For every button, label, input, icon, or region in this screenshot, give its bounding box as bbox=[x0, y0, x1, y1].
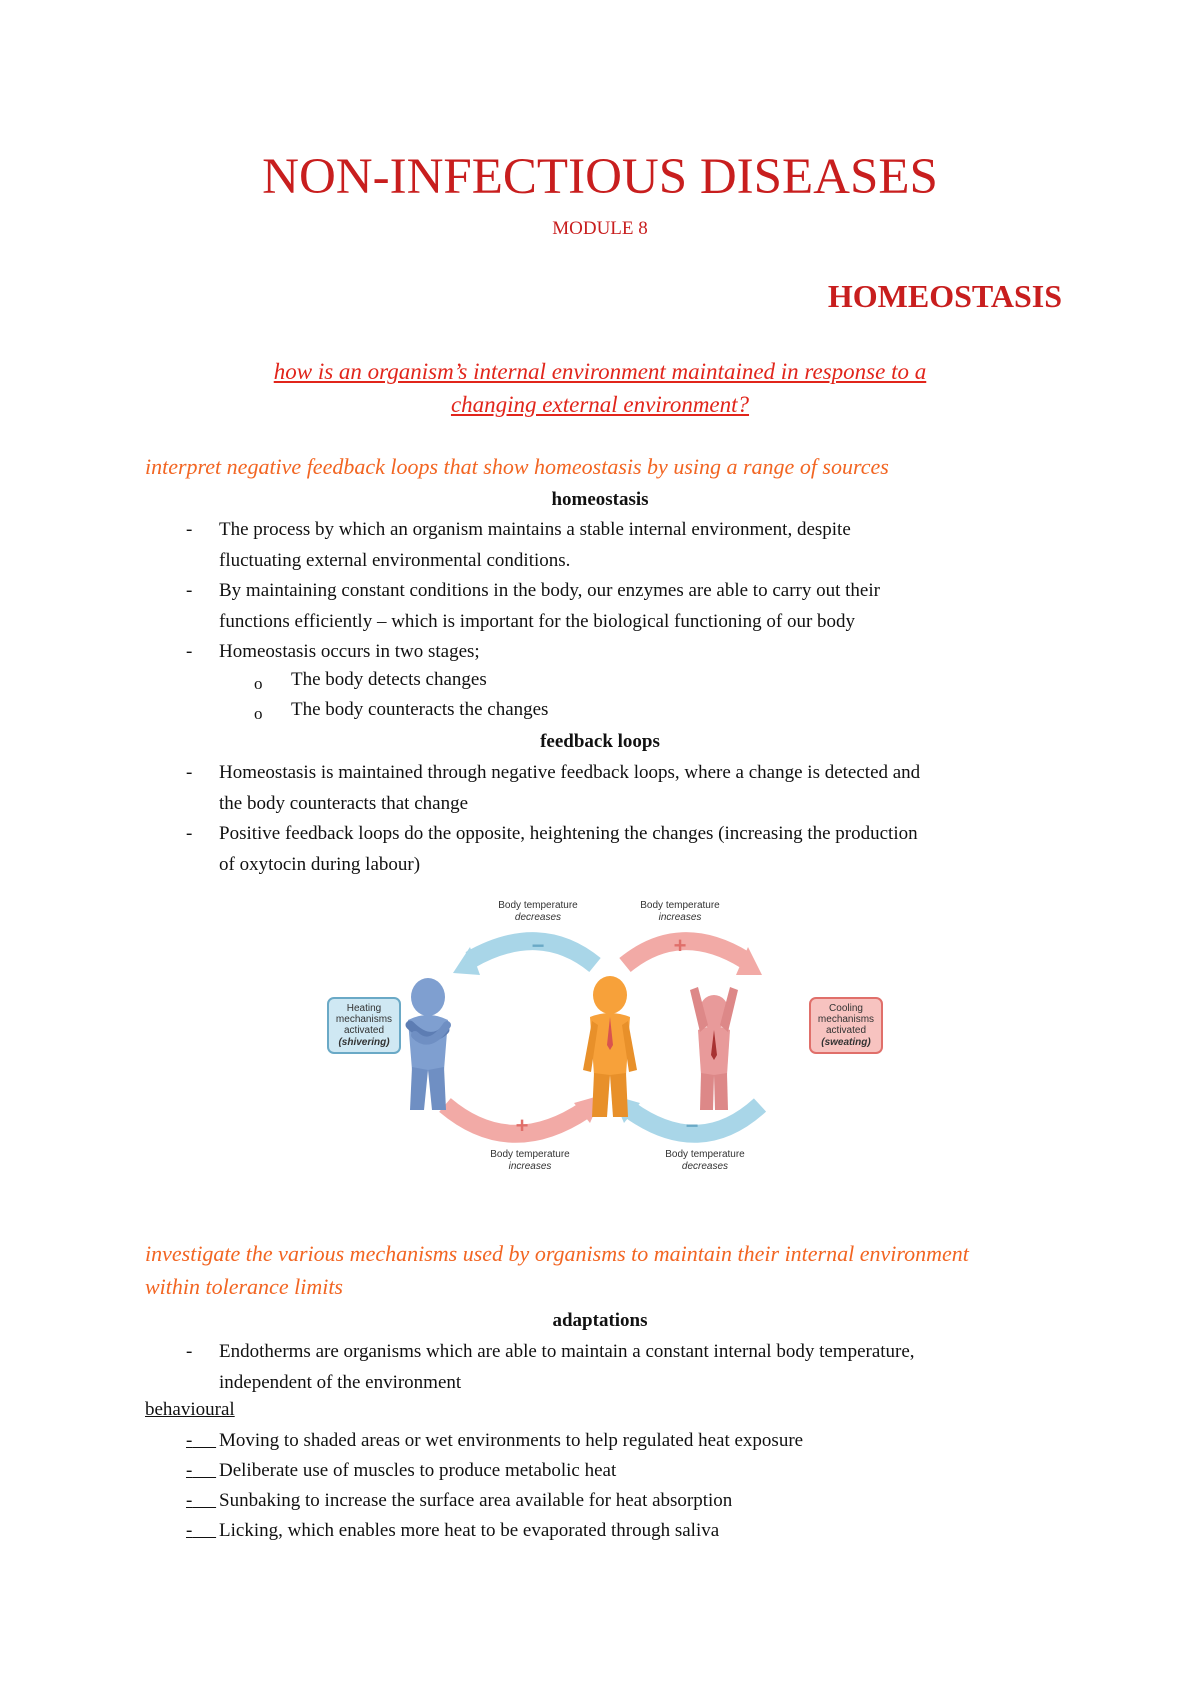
svg-text:mechanisms: mechanisms bbox=[335, 1014, 393, 1025]
svg-text:activated: activated bbox=[343, 1025, 385, 1036]
module-label: MODULE 8 bbox=[552, 218, 648, 239]
inquiry-question-line2: changing external environment? bbox=[450, 392, 750, 417]
neutral-figure bbox=[583, 976, 637, 1117]
list-item: Positive feedback loops do the opposite, heightening the changes (increasing the production of oxytocin during labour) bbox=[219, 823, 918, 875]
svg-text:mechanisms: mechanisms bbox=[817, 1014, 875, 1025]
inquiry-question-line1: how is an organism’s internal environment maintained in response to a bbox=[273, 359, 927, 384]
plus-sign: + bbox=[515, 1113, 529, 1138]
label-top-left: Body temperature bbox=[498, 900, 578, 911]
svg-text:Heating: Heating bbox=[346, 1003, 382, 1014]
heading-adaptations: adaptations bbox=[552, 1310, 648, 1331]
list-item: Licking, which enables more heat to be evaporated through saliva bbox=[219, 1520, 720, 1541]
list-item: Homeostasis occurs in two stages; bbox=[219, 641, 480, 662]
minus-sign: − bbox=[531, 933, 545, 958]
bullet-dash: - bbox=[186, 1460, 193, 1481]
inquiry-question bbox=[0, 355, 1200, 421]
bullet-dash: - bbox=[186, 519, 193, 540]
sub-bullet-marker: o bbox=[254, 704, 263, 723]
label-bottom-right-sub: decreases bbox=[681, 1161, 729, 1172]
sub-bullet-marker: o bbox=[254, 674, 263, 693]
plus-sign: + bbox=[673, 933, 687, 958]
list-item: Homeostasis is maintained through negative feedback loops, where a change is detected and the body counteracts that change bbox=[219, 762, 921, 814]
sweating-figure bbox=[690, 987, 738, 1110]
label-bottom-right: Body temperature bbox=[665, 1149, 745, 1160]
bullet-dash: - bbox=[186, 1341, 193, 1362]
list-item: Endotherms are organisms which are able to maintain a constant internal body temperature, independent of the environment bbox=[219, 1341, 915, 1393]
dot-point-1: interpret negative feedback loops that show homeostasis by using a range of sources bbox=[145, 454, 889, 479]
list-item: By maintaining constant conditions in the body, our enzymes are able to carry out their functions efficiently – which is important for the biological functioning of our body bbox=[219, 580, 880, 632]
bullet-dash: - bbox=[186, 580, 193, 601]
svg-text:(sweating): (sweating) bbox=[821, 1037, 871, 1048]
list-item: Moving to shaded areas or wet environments to help regulated heat exposure bbox=[219, 1430, 804, 1451]
heading-homeostasis: homeostasis bbox=[551, 489, 649, 510]
bullet-dash: - bbox=[186, 823, 193, 844]
list-item: The process by which an organism maintains a stable internal environment, despite fluctuating external environmental conditions. bbox=[219, 519, 851, 571]
bullet-dash: - bbox=[186, 641, 193, 662]
bullet-dash: - bbox=[186, 1430, 193, 1451]
minus-sign: − bbox=[685, 1113, 699, 1138]
sub-list-item: The body counteracts the changes bbox=[291, 699, 549, 720]
label-top-right: Body temperature bbox=[640, 900, 720, 911]
bullet-dash: - bbox=[186, 1520, 193, 1541]
shivering-figure bbox=[408, 978, 448, 1110]
svg-text:activated: activated bbox=[825, 1025, 867, 1036]
dot-point-2: investigate the various mechanisms used by organisms to maintain their internal environment within tolerance limits bbox=[145, 1241, 969, 1299]
label-bottom-left: Body temperature bbox=[490, 1149, 570, 1160]
list-item: Sunbaking to increase the surface area available for heat absorption bbox=[219, 1490, 733, 1511]
label-bottom-left-sub: increases bbox=[508, 1161, 552, 1172]
subheading-behavioural: behavioural bbox=[145, 1399, 235, 1420]
svg-text:(shivering): (shivering) bbox=[338, 1037, 390, 1048]
topic-heading: HOMEOSTASIS bbox=[827, 278, 1062, 314]
heading-feedback-loops: feedback loops bbox=[540, 731, 660, 752]
bullet-dash: - bbox=[186, 762, 193, 783]
page-title: NON-INFECTIOUS DISEASES bbox=[262, 149, 938, 205]
label-top-right-sub: increases bbox=[658, 912, 702, 923]
bullet-dash: - bbox=[186, 1490, 193, 1511]
label-top-left-sub: decreases bbox=[514, 912, 562, 923]
feedback-loop-diagram bbox=[320, 895, 890, 1175]
svg-text:Cooling: Cooling bbox=[829, 1003, 863, 1014]
list-item: Deliberate use of muscles to produce metabolic heat bbox=[219, 1460, 617, 1481]
sub-list-item: The body detects changes bbox=[291, 669, 487, 690]
